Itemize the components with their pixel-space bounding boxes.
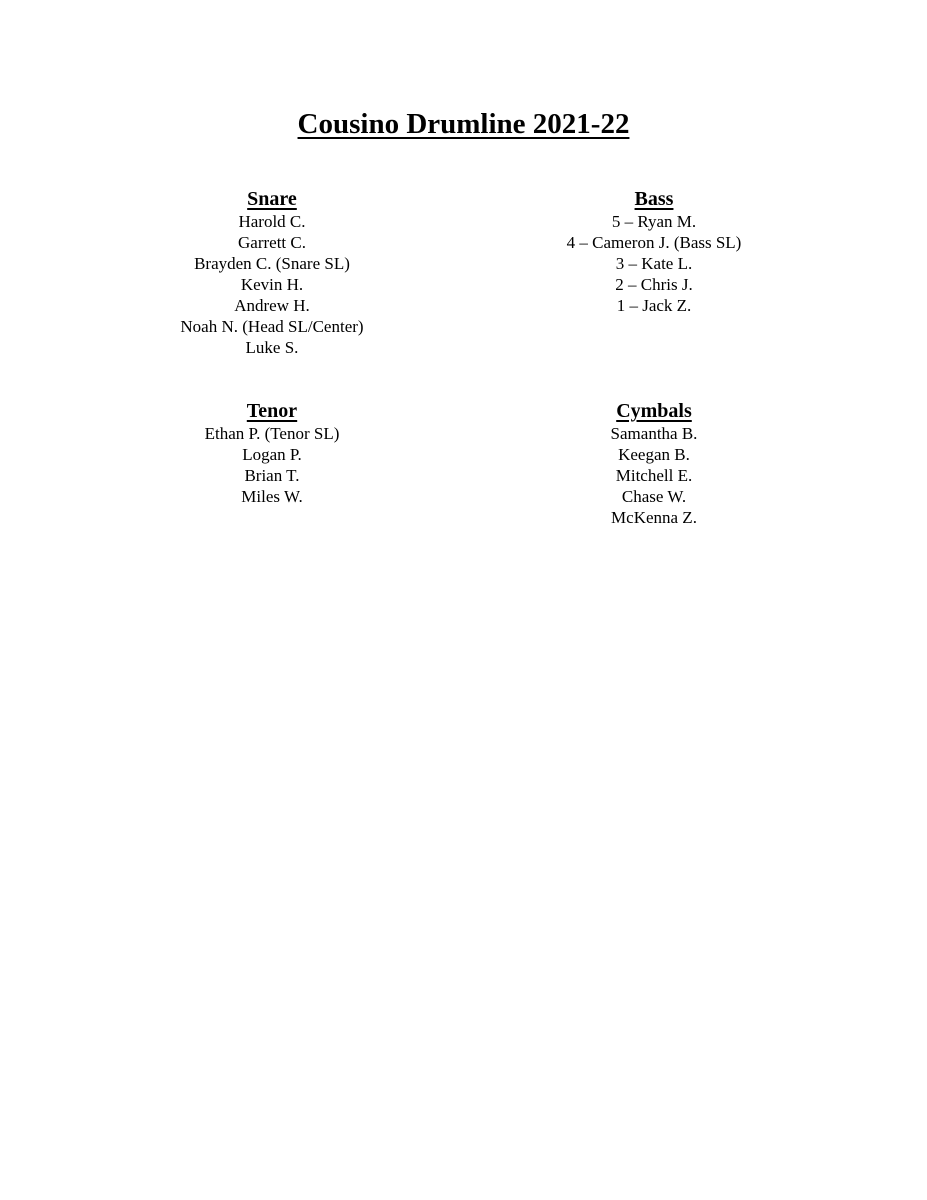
list-item: 3 – Kate L.: [615, 254, 693, 273]
list-item: Brayden C. (Snare SL): [194, 254, 350, 273]
section-heading-snare: Snare: [247, 188, 297, 210]
list-item: Andrew H.: [234, 296, 310, 315]
list-item: Noah N. (Head SL/Center): [180, 317, 364, 336]
list-item: Keegan B.: [618, 445, 690, 464]
list-item: Kevin H.: [240, 275, 304, 294]
list-item: Luke S.: [245, 338, 299, 357]
section-bass: [484, 187, 824, 316]
list-item: Mitchell E.: [615, 466, 693, 485]
section-snare: [102, 187, 442, 358]
list-item: Brian T.: [244, 466, 300, 485]
section-heading-tenor: Tenor: [246, 400, 298, 422]
section-heading-cymbals: Cymbals: [616, 400, 692, 422]
document-title: Cousino Drumline 2021-22: [297, 108, 630, 140]
member-list-cymbals: [484, 423, 824, 528]
list-item: Chase W.: [621, 487, 687, 506]
list-item: Ethan P. (Tenor SL): [204, 424, 340, 443]
list-item: 1 – Jack Z.: [616, 296, 692, 315]
section-cymbals: [484, 399, 824, 528]
section-tenor: [102, 399, 442, 507]
list-item: Logan P.: [242, 445, 302, 464]
list-item: 5 – Ryan M.: [611, 212, 697, 231]
member-list-tenor: [102, 423, 442, 507]
member-list-bass: [484, 211, 824, 316]
section-heading-bass: Bass: [634, 188, 674, 210]
list-item: McKenna Z.: [611, 508, 697, 527]
list-item: Garrett C.: [238, 233, 306, 252]
list-item: 2 – Chris J.: [615, 275, 693, 294]
list-item: Harold C.: [238, 212, 306, 231]
member-list-snare: [102, 211, 442, 358]
list-item: 4 – Cameron J. (Bass SL): [566, 233, 742, 252]
list-item: Samantha B.: [610, 424, 698, 443]
list-item: Miles W.: [241, 487, 303, 506]
